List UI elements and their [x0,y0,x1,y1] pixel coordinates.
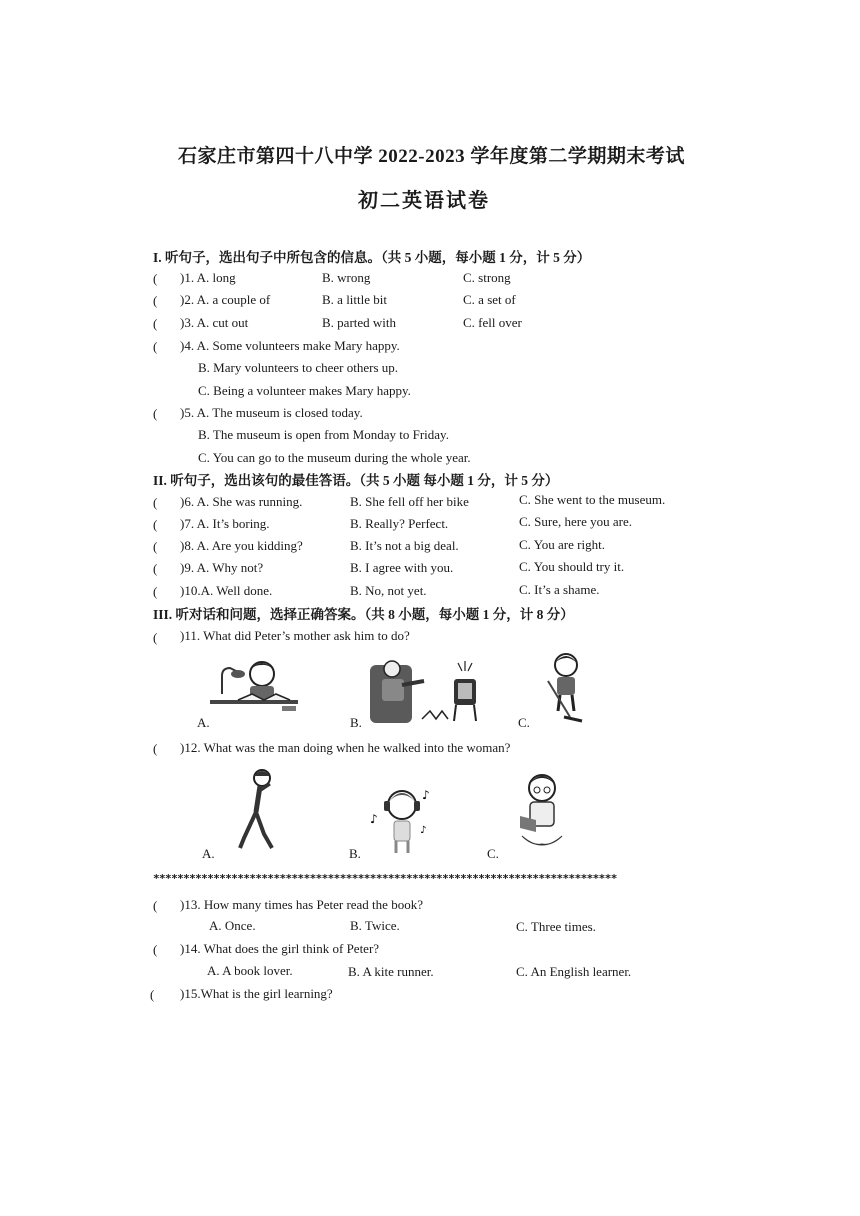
section-separator: ***************************************************************************** [153,872,617,884]
answer-paren: ( [150,987,155,1002]
q5-option-b: B. The museum is open from Monday to Friday. [198,427,449,442]
answer-paren: ( [153,898,158,913]
q14-question: )14. What does the girl think of Peter? [180,941,380,956]
q9-option-a: )9. A. Why not? [180,560,264,575]
q4-option-b: B. Mary volunteers to cheer others up. [198,360,399,375]
q3-option-b: B. parted with [322,315,397,330]
q13-option-c: C. Three times. [516,919,596,934]
q8-option-c: C. You are right. [519,537,605,552]
q1-option-b: B. wrong [322,270,371,285]
q11-question: )11. What did Peter’s mother ask him to do? [180,628,410,643]
q11-picture-b-grandpa-watching-tv [366,655,486,725]
answer-paren: ( [153,942,158,957]
q5-option-c: C. You can go to the museum during the whole year. [198,450,471,465]
q12-picture-a-man-walking [236,768,278,854]
answer-paren: ( [153,271,158,286]
q11-label-c: C. [518,715,530,730]
q15-question: )15.What is the girl learning? [180,986,333,1001]
q14-option-a: A. A book lover. [207,963,293,978]
q5-option-a: )5. A. The museum is closed today. [180,405,363,420]
answer-paren: ( [153,406,158,421]
q10-option-c: C. It’s a shame. [519,582,600,597]
q11-picture-c-boy-sweeping [540,651,598,723]
svg-text:♪: ♪ [420,825,427,836]
q7-option-a: )7. A. It’s boring. [180,516,270,531]
answer-paren: ( [153,741,158,756]
q11-label-b: B. [350,715,362,730]
q12-picture-c-boy-reading [514,770,568,856]
q12-label-a: A. [202,846,215,861]
q10-option-b: B. No, not yet. [350,583,427,598]
exam-subtitle: 初二英语试卷 [358,190,490,212]
q8-option-a: )8. A. Are you kidding? [180,538,303,553]
q4-option-a: )4. A. Some volunteers make Mary happy. [180,338,400,353]
answer-paren: ( [153,561,158,576]
q9-option-b: B. I agree with you. [350,560,454,575]
q12-question: )12. What was the man doing when he walked into the woman? [180,740,511,755]
q9-option-c: C. You should try it. [519,559,625,574]
answer-paren: ( [153,316,158,331]
section-1-heading: I. 听句子，选出句子中所包含的信息。（共 5 小题，每小题 1 分，计 5 分） [153,250,591,265]
q2-option-b: B. a little bit [322,292,387,307]
q10-option-a: )10.A. Well done. [180,583,273,598]
q1-option-c: C. strong [463,270,511,285]
q3-option-c: C. fell over [463,315,522,330]
q13-question: )13. How many times has Peter read the book? [180,897,423,912]
q14-option-c: C. An English learner. [516,964,632,979]
answer-paren: ( [153,495,158,510]
section-2-heading: II. 听句子，选出该句的最佳答语。（共 5 小题 每小题 1 分，计 5 分） [153,473,559,488]
answer-paren: ( [153,630,158,645]
exam-title: 石家庄市第四十八中学 2022-2023 学年度第二学期期末考试 [178,146,685,167]
q11-picture-a-boy-studying [208,654,302,722]
answer-paren: ( [153,293,158,308]
q12-picture-b-girl-listening-music [368,781,438,855]
q11-label-a: A. [197,715,210,730]
q13-option-b: B. Twice. [350,918,400,933]
section-3-heading: III. 听对话和问题，选择正确答案。（共 8 小题，每小题 1 分，计 8 分） [153,607,574,622]
answer-paren: ( [153,517,158,532]
q2-option-c: C. a set of [463,292,516,307]
q2-option-a: )2. A. a couple of [180,292,271,307]
svg-text:♪: ♪ [370,812,378,826]
q12-label-c: C. [487,846,499,861]
answer-paren: ( [153,339,158,354]
q7-option-c: C. Sure, here you are. [519,514,632,529]
q3-option-a: )3. A. cut out [180,315,249,330]
q12-label-b: B. [349,846,361,861]
q8-option-b: B. It’s not a big deal. [350,538,459,553]
q6-option-b: B. She fell off her bike [350,494,469,509]
q6-option-a: )6. A. She was running. [180,494,303,509]
q13-option-a: A. Once. [209,918,256,933]
q7-option-b: B. Really? Perfect. [350,516,449,531]
q4-option-c: C. Being a volunteer makes Mary happy. [198,383,411,398]
q14-option-b: B. A kite runner. [348,964,434,979]
svg-text:♪: ♪ [422,788,430,802]
answer-paren: ( [153,539,158,554]
q1-option-a: )1. A. long [180,270,236,285]
q6-option-c: C. She went to the museum. [519,492,666,507]
answer-paren: ( [153,584,158,599]
